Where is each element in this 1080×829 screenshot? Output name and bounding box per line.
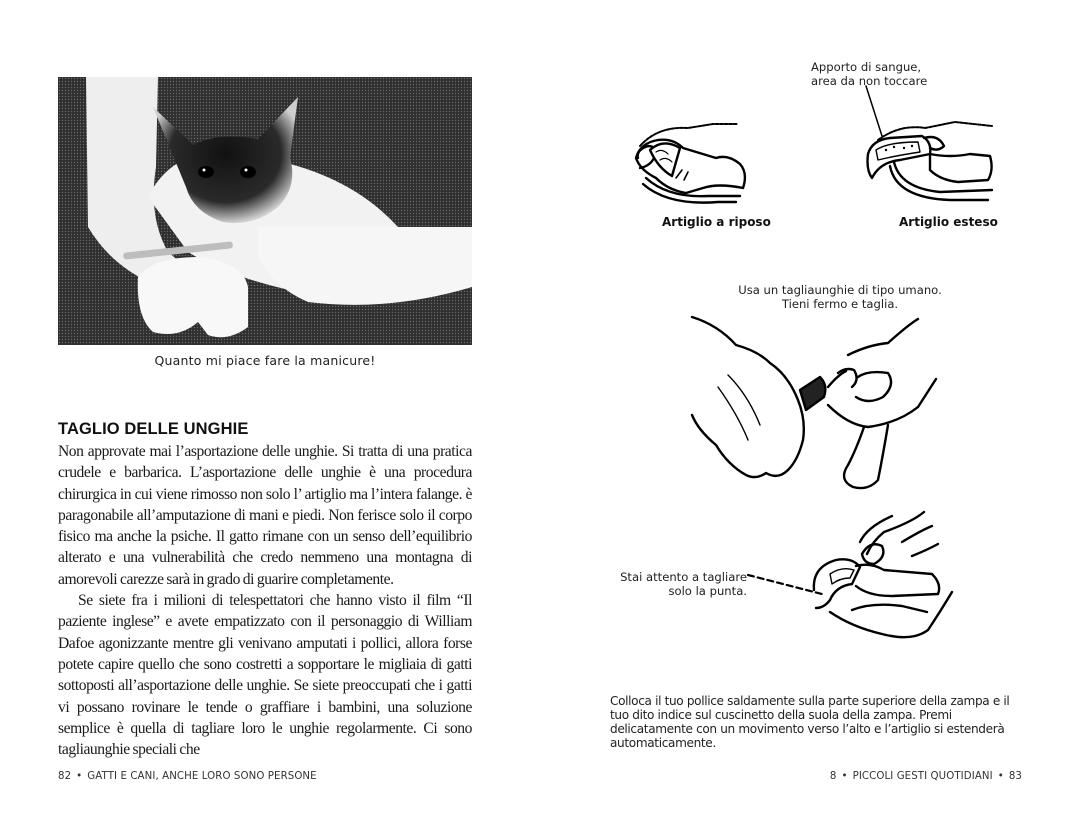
blood-supply-annotation bbox=[811, 61, 927, 88]
footer-separator: • bbox=[841, 771, 848, 782]
annotation-line: area da non toccare bbox=[811, 73, 928, 88]
claw-at-rest-illustration bbox=[628, 118, 768, 208]
page-number: 82 bbox=[58, 771, 72, 782]
photo-caption: Quanto mi piace fare la manicure! bbox=[154, 353, 376, 368]
cut-tip-annotation bbox=[600, 571, 747, 598]
tip-line: solo la punta. bbox=[668, 583, 747, 598]
paragraph: Se siete fra i milioni di telespettatori che hanno visto il film “Il paziente inglese” e avete empatizzato con il personaggio di William Dafoe agonizzante mentre gli venivano amputati i pollici, allora forse potete capire quello che sono costretti a sopportare le migliaia di gatti sottoposti all’asportazione delle unghie. Se siete preoccupati che i gatti vi possano rovinare le tende o graffiare i bambini, una soluzione semplice è quella di tagliare loro le unghie regolarmente. Ci sono tagliaunghie speciali che bbox=[58, 592, 472, 759]
claw-extended-illustration bbox=[860, 118, 1000, 208]
body-text bbox=[58, 441, 472, 760]
running-title: PICCOLI GESTI QUOTIDIANI bbox=[852, 771, 993, 782]
running-title: GATTI E CANI, ANCHE LORO SONO PERSONE bbox=[87, 771, 317, 782]
tip-line: Tieni fermo e taglia. bbox=[781, 296, 899, 311]
clipper-tip bbox=[700, 284, 980, 311]
footer-separator: • bbox=[997, 771, 1004, 782]
siamese-cat-image bbox=[58, 77, 472, 345]
footer-separator: • bbox=[76, 771, 83, 782]
annotation-line: Apporto di sangue, bbox=[811, 60, 922, 74]
trimming-hands-illustration bbox=[688, 315, 968, 490]
paragraph: Non approvate mai l’asportazione delle unghie. Si tratta di una pratica crudele e barbarica. L’asportazione delle unghie è una procedura chirurgica in cui viene rimosso non solo l’ artiglio ma l’intera falange. è paragonabile all’amputazione di mani e piedi. Non ferisce solo il corpo fisico ma anche la psiche. Il gatto rimane con un senso dell’equilibrio alterato e una vulnerabilità che credo nemmeno una montagna di amorevoli carezze sarà in grado di guarire completamente. bbox=[58, 443, 472, 588]
chapter-number: 8 bbox=[829, 771, 837, 782]
tip-line: Stai attento a tagliare bbox=[620, 570, 747, 584]
right-footer bbox=[830, 770, 1022, 784]
left-footer bbox=[58, 770, 317, 784]
label-claw-at-rest: Artiglio a riposo bbox=[662, 215, 771, 229]
section-title: TAGLIO DELLE UNGHIE bbox=[58, 420, 249, 438]
paw-press-illustration bbox=[752, 512, 1022, 662]
label-claw-extended: Artiglio esteso bbox=[899, 215, 998, 229]
cat-manicure-photo bbox=[58, 77, 472, 345]
tip-line: Usa un tagliaunghie di tipo umano. bbox=[738, 283, 942, 297]
page-number: 83 bbox=[1008, 771, 1022, 782]
instructions-text: Colloca il tuo pollice saldamente sulla parte superiore della zampa e il tuo dito indice sul cuscinetto della suola della zampa. Premi delicatamente con un movimento verso l’alto e l’artiglio si estenderà automaticamente. bbox=[610, 694, 1010, 750]
